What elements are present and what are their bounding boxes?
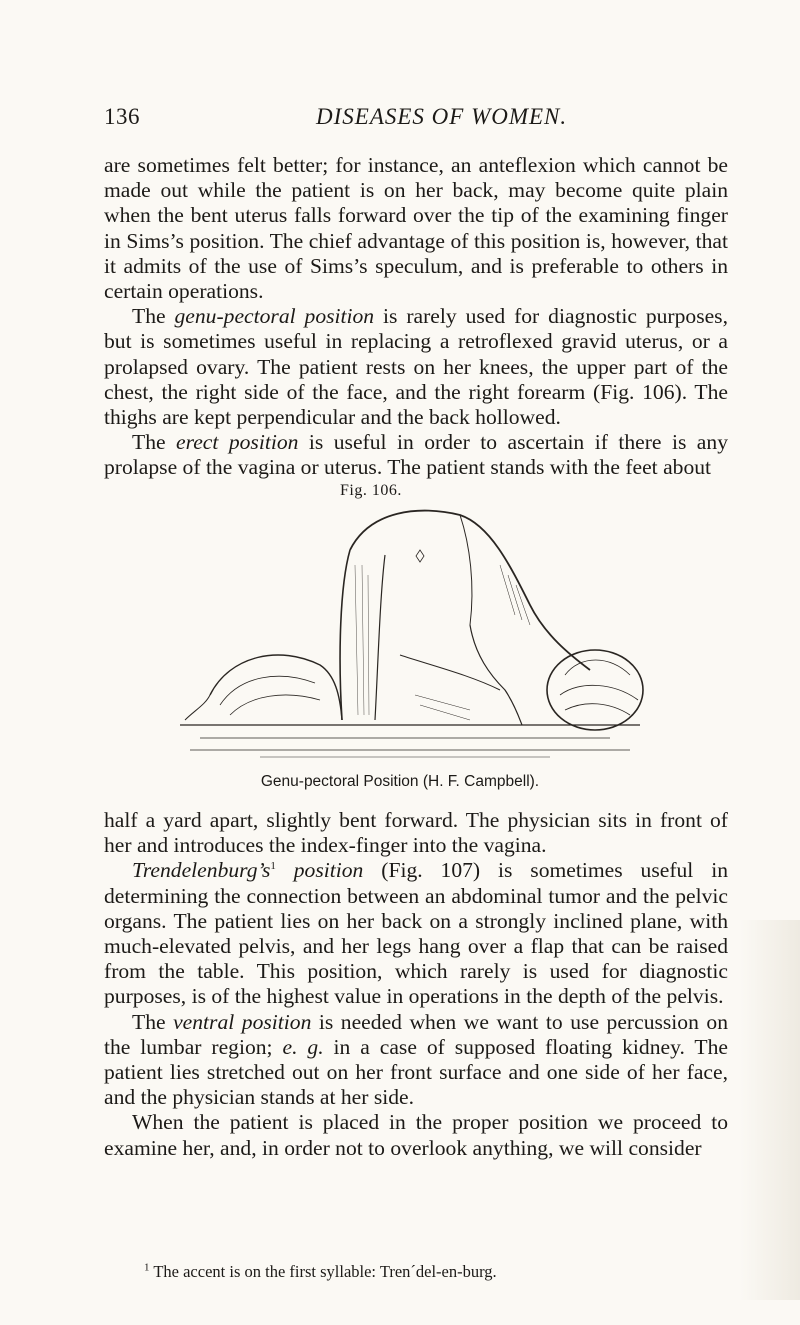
italic-term: genu-pectoral position <box>174 304 375 329</box>
footnote: $^1$ The accent is on the first syllable: Tren´del-en-burg. <box>144 1261 497 1281</box>
footnote-marker: 1 <box>270 860 276 873</box>
paragraph: The genu-pectoral position is rarely used for diagnostic purposes, but is sometimes useful in replacing a retroflexed gravid uterus, or a prolapsed ovary. The patient rests on her knees, the upper part of the chest, the right side of the face, and the right forearm (Fig. 106). The thighs are kept perpendicular and the back hollowed. <box>104 304 728 430</box>
paragraph: When the patient is placed in the proper position we proceed to examine her, and, in order not to overlook anything, we will consider <box>104 1110 728 1160</box>
paragraph: half a yard apart, slightly bent forward. The physician sits in front of her and introduces the index-finger into the vagina. <box>104 808 728 858</box>
text-block-bottom <box>104 808 728 1161</box>
paragraph: are sometimes felt better; for instance, an anteflexion which cannot be made out while the patient is on her back, may become quite plain when the bent uterus falls forward over the tip of the examining finger in Sims’s position. The chief advantage of this position is, however, that it admits of the use of Sims’s speculum, and is preferable to others in certain operations. <box>104 153 728 304</box>
running-title: DISEASES OF WOMEN. <box>316 104 568 129</box>
page-header <box>104 104 724 144</box>
figure-label: Fig. 106. <box>340 482 402 499</box>
paper-stain <box>740 920 800 1300</box>
italic-term: Trendelenburg’s <box>132 858 271 883</box>
paragraph: $Trendelenburg’s^1$ position (Fig. 107) is sometimes useful in determining the connection between an abdominal tumor and the pelvic organs. The patient lies on her back on a strongly inclined plane, with much-elevated pelvis, and her legs hang over a flap that can be raised from the table. This position, which rarely is used for diagnostic purposes, is of the highest value in operations in the depth of the pelvis. <box>104 858 728 1009</box>
text-block-top <box>104 153 728 481</box>
page-number: 136 <box>104 104 140 129</box>
figure-caption: Genu-pectoral Position (H. F. Campbell). <box>260 773 540 790</box>
paragraph: The erect position is useful in order to ascertain if there is any prolapse of the vagina or uterus. The patient stands with the feet about <box>104 430 728 480</box>
paragraph: The ventral position is needed when we want to use percussion on the lumbar region; e. g. in a case of supposed floating kidney. The patient lies stretched out on her front surface and one side of her face, and the physician stands at her side. <box>104 1009 729 1110</box>
genu-pectoral-illustration <box>170 505 660 767</box>
italic-term: erect position <box>176 430 299 455</box>
italic-term: ventral position <box>173 1009 312 1034</box>
